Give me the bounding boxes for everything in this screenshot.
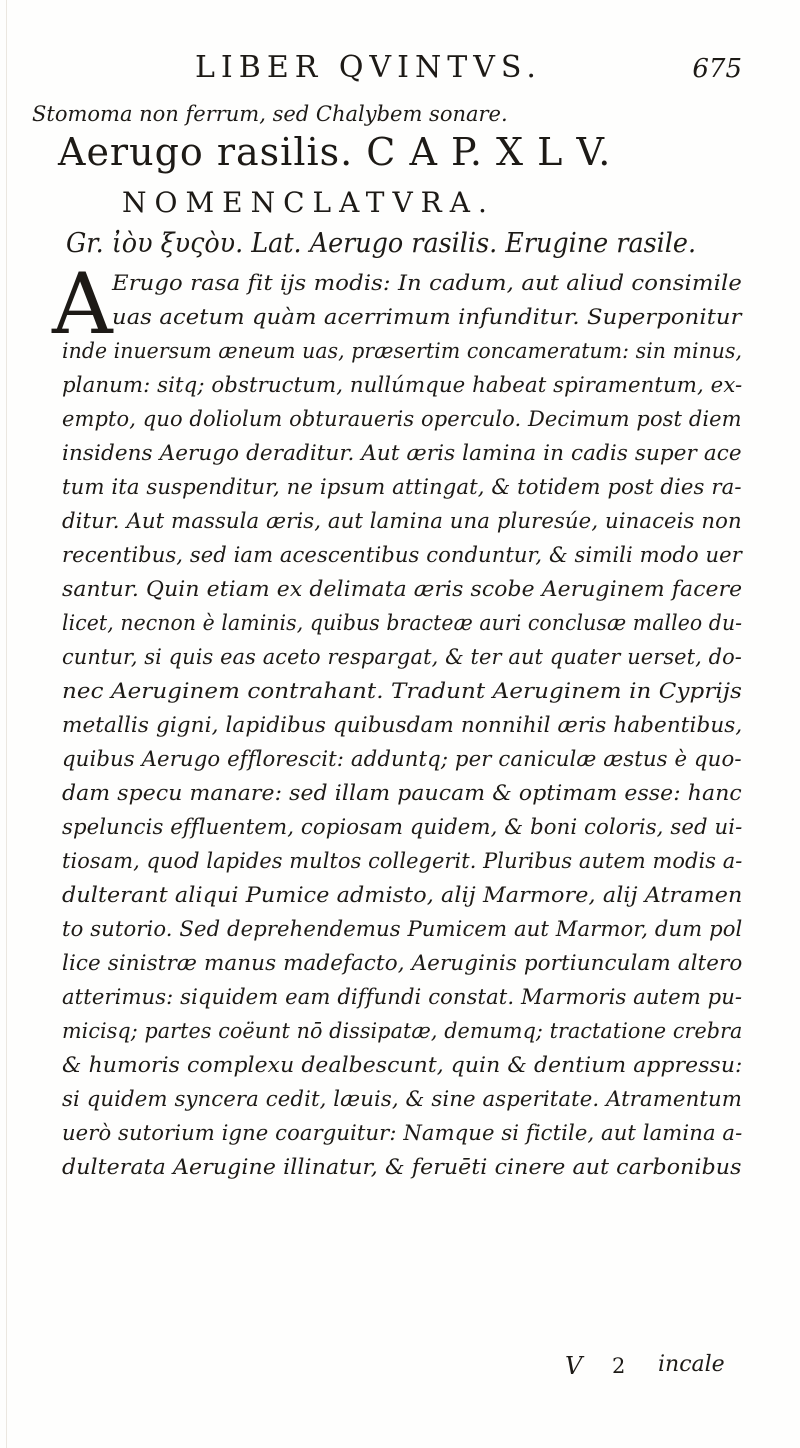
running-head: LIBER QVINTVS.	[195, 50, 542, 85]
text-line: licet, necnon è laminis, quibus bracteæ auri conclusæ malleo du-	[62, 611, 743, 636]
text-line: dulterata Aerugine illinatur, & feruēti cinere aut carbonibus	[62, 1155, 742, 1180]
page-number: 675	[692, 54, 742, 84]
text-line: recentibus, sed iam acescentibus conduntur, & simili modo uer	[62, 543, 742, 568]
text-line: micisq; partes coëunt nō dissipatæ, demumq; tractatione crebra	[62, 1019, 743, 1044]
text-line: & humoris complexu dealbescunt, quin & dentium appressu:	[62, 1053, 743, 1078]
text-line: dulterant aliqui Pumice admisto, alij Marmore, alij Atramen	[62, 883, 743, 908]
text-line: tiosam, quod lapides multos collegerit. Pluribus autem modis a-	[62, 849, 743, 874]
text-line: dam specu manare: sed illam paucam & optimam esse: hanc	[62, 781, 742, 806]
text-line: Erugo rasa fit ijs modis: In cadum, aut aliud consimile	[112, 271, 742, 296]
page-header	[0, 50, 800, 94]
gutter-edge	[6, 0, 7, 1448]
text-line: metallis gigni, lapidibus quibusdam nonnihil æris habentibus,	[62, 713, 743, 738]
marginal-subtitle: Stomoma non ferrum, sed Chalybem sonare.	[32, 102, 508, 126]
chapter-title: Aerugo rasilis. C A P. X L V.	[58, 130, 612, 174]
text-line: nec Aeruginem contrahant. Tradunt Aeruginem in Cyprijs	[62, 679, 742, 704]
text-line: inde inuersum æneum uas, præsertim concameratum: sin minus,	[62, 339, 743, 364]
text-line: empto, quo doliolum obturaueris operculo. Decimum post diem	[62, 407, 742, 432]
text-line: quibus Aerugo efflorescit: adduntq; per caniculæ æstus è quo-	[62, 747, 742, 772]
signature-number: 2	[612, 1354, 626, 1378]
nomenclature-names: Gr. ἰὸυ ξυςὸυ. Lat. Aerugo rasilis. Erugine rasile.	[66, 228, 697, 259]
text-line: tum ita suspenditur, ne ipsum attingat, & totidem post dies ra-	[62, 475, 742, 500]
text-line: ditur. Aut massula æris, aut lamina una pluresúe, uinaceis non	[62, 509, 742, 534]
text-line: atterimus: siquidem eam diffundi constat. Marmoris autem pu-	[62, 985, 743, 1010]
text-line: insidens Aerugo deraditur. Aut æris lamina in cadis super ace	[62, 441, 742, 466]
text-line: to sutorio. Sed deprehendemus Pumicem aut Marmor, dum pol	[62, 917, 743, 942]
text-line: santur. Quin etiam ex delimata æris scobe Aeruginem facere	[62, 577, 743, 602]
text-line: lice sinistræ manus madefacto, Aeruginis portiunculam altero	[62, 951, 743, 976]
text-line: planum: sitq; obstructum, nullúmque habeat spiramentum, ex-	[62, 373, 743, 398]
text-line: uerò sutorium igne coarguitur: Namque si fictile, aut lamina a-	[62, 1121, 743, 1146]
section-heading: NOMENCLATVRA.	[122, 186, 495, 219]
drop-cap: A	[52, 255, 113, 353]
text-line: si quidem syncera cedit, læuis, & sine asperitate. Atramentum	[62, 1087, 742, 1112]
signature-mark: V	[565, 1352, 583, 1380]
text-line: speluncis effluentem, copiosam quidem, & boni coloris, sed ui-	[62, 815, 743, 840]
catchword: incale	[658, 1352, 725, 1377]
text-line: cuntur, si quis eas aceto respargat, & ter aut quater uerset, do-	[62, 645, 742, 670]
text-line: uas acetum quàm acerrimum infunditur. Superponitur	[112, 305, 742, 330]
